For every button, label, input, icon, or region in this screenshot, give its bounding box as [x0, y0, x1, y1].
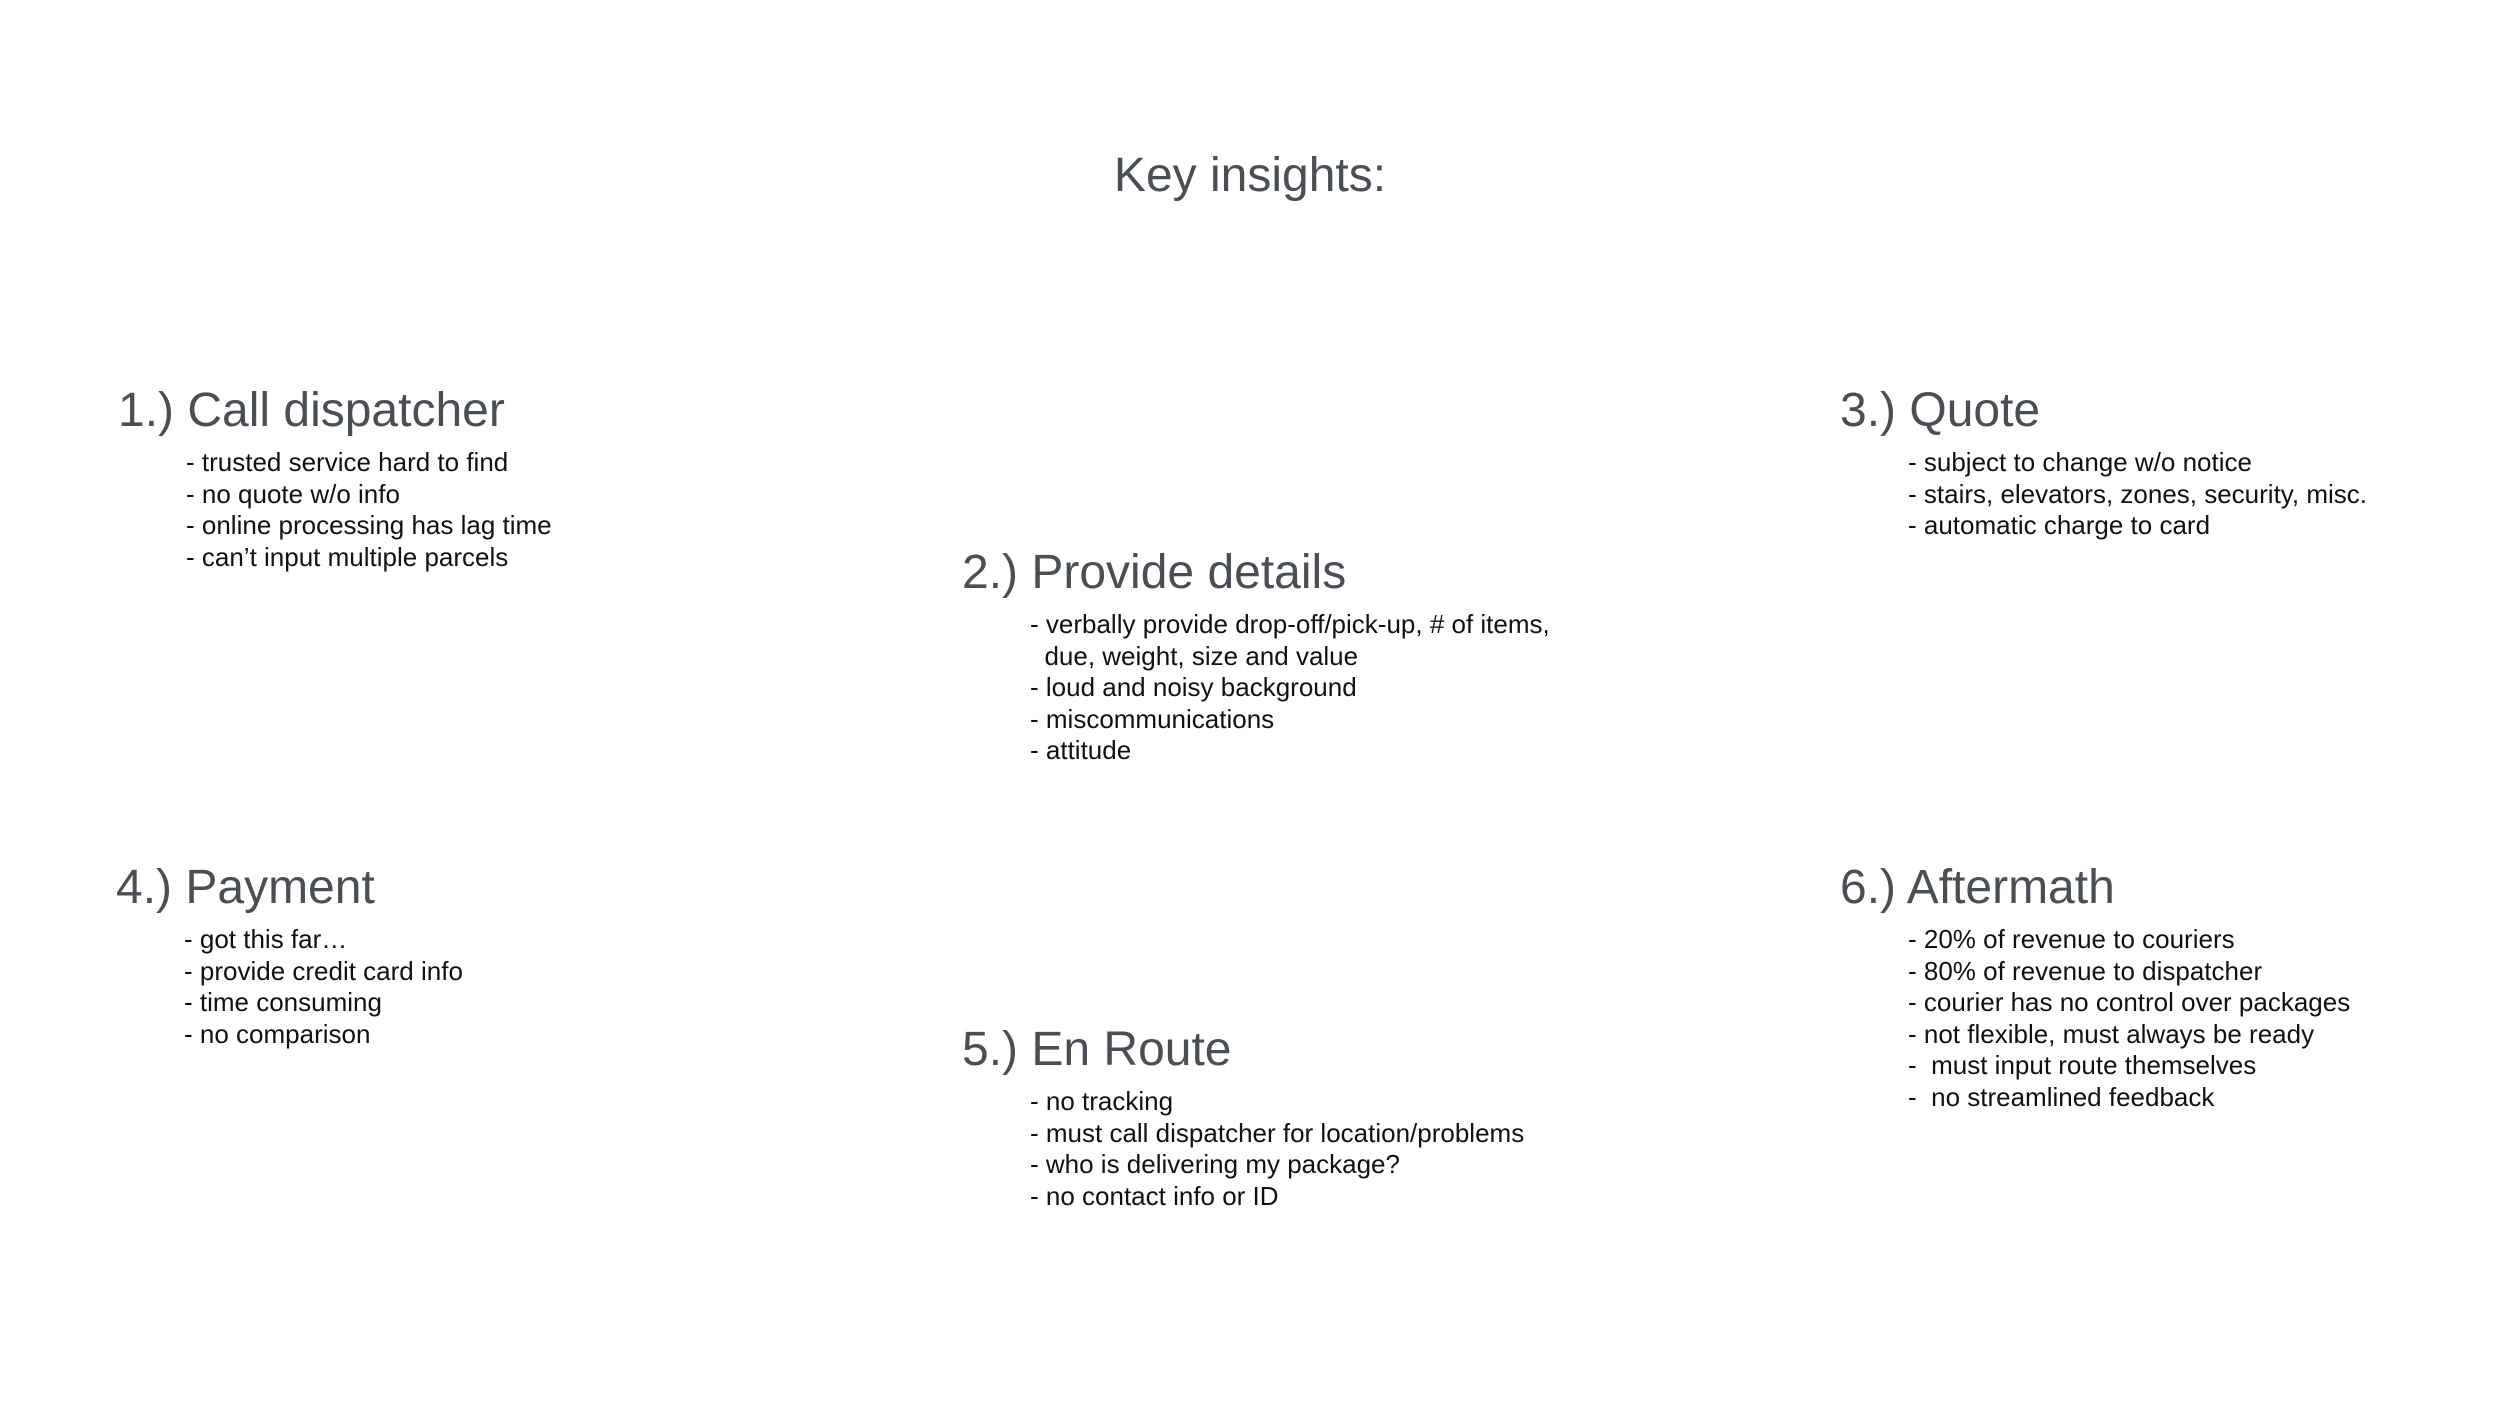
insight-point: - must input route themselves	[1908, 1050, 2257, 1080]
insight-aftermath	[1840, 860, 2350, 1113]
insight-point: - 20% of revenue to couriers	[1908, 924, 2235, 954]
insight-point: - no streamlined feedback	[1908, 1081, 2215, 1112]
insight-point: - miscommunications	[1030, 703, 1275, 734]
insight-point: - subject to change w/o notice	[1908, 447, 2252, 477]
insight-point: - no contact info or ID	[1030, 1180, 1279, 1211]
insight-point: - automatic charge to card	[1908, 510, 2211, 540]
insight-points-list	[962, 1086, 1524, 1212]
insight-point: - courier has no control over packages	[1908, 987, 2351, 1017]
insight-heading: 3.) Quote	[1840, 384, 2041, 437]
insight-provide-details	[962, 545, 1550, 767]
insight-points-list	[118, 447, 552, 573]
page-title: Key insights:	[1113, 149, 1387, 202]
insight-point: - provide credit card info	[184, 955, 463, 986]
insight-point: - who is delivering my package?	[1030, 1149, 1400, 1179]
insight-heading: 6.) Aftermath	[1840, 861, 2115, 914]
insight-point: - got this far…	[184, 924, 348, 954]
insight-point: - no quote w/o info	[186, 478, 400, 509]
insight-en-route	[962, 1022, 1524, 1212]
insight-point: - attitude	[1030, 735, 1132, 765]
insight-points-list	[1840, 447, 2367, 542]
insight-point: - can’t input multiple parcels	[186, 541, 509, 572]
insight-heading: 2.) Provide details	[962, 546, 1347, 599]
insight-payment	[116, 860, 463, 1050]
insight-point: - trusted service hard to find	[186, 447, 509, 477]
insight-points-list	[1840, 924, 2350, 1113]
insight-call-dispatcher	[118, 383, 552, 573]
insight-heading: 5.) En Route	[962, 1023, 1232, 1076]
insight-point: due, weight, size and value	[1030, 640, 1359, 671]
insight-point: - loud and noisy background	[1030, 672, 1357, 702]
insight-point: - 80% of revenue to dispatcher	[1908, 955, 2263, 986]
insight-points-list	[962, 609, 1550, 767]
insight-quote	[1840, 383, 2367, 542]
insight-point: - verbally provide drop-off/pick-up, # of items,	[1030, 609, 1550, 639]
insight-point: - not flexible, must always be ready	[1908, 1018, 2315, 1049]
insight-heading: 1.) Call dispatcher	[118, 384, 505, 437]
insight-heading: 4.) Payment	[116, 861, 375, 914]
insight-point: - no tracking	[1030, 1086, 1174, 1116]
insight-point: - time consuming	[184, 987, 382, 1017]
insight-points-list	[116, 924, 463, 1050]
insight-point: - stairs, elevators, zones, security, misc.	[1908, 478, 2367, 509]
insight-point: - must call dispatcher for location/problems	[1030, 1117, 1525, 1148]
insight-point: - no comparison	[184, 1018, 371, 1049]
insight-point: - online processing has lag time	[186, 510, 552, 540]
